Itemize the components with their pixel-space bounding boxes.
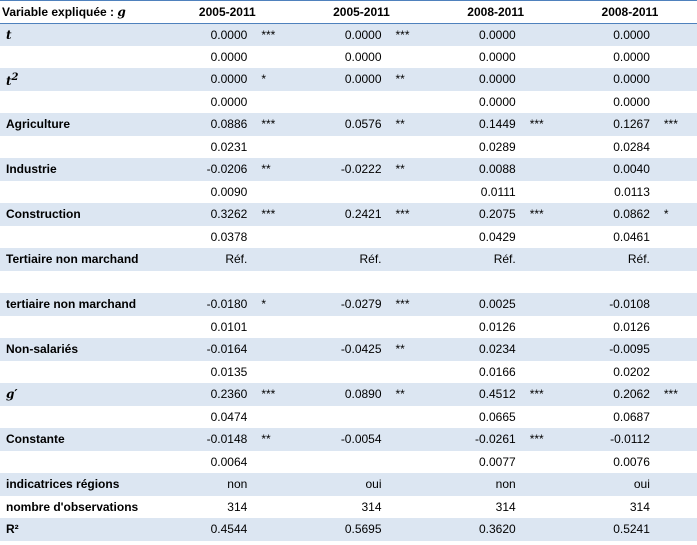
significance-stars xyxy=(255,271,294,294)
coefficient-cell: 0.0231 xyxy=(160,136,255,159)
header-col-4: 2008-2011 xyxy=(563,1,697,24)
significance-stars xyxy=(524,406,563,429)
significance-stars xyxy=(390,46,429,69)
coefficient-cell: 0.0000 xyxy=(563,68,658,91)
row-label xyxy=(0,451,160,474)
row-label xyxy=(0,136,160,159)
significance-stars xyxy=(390,428,429,451)
significance-stars xyxy=(390,226,429,249)
coefficient-cell: oui xyxy=(294,473,389,496)
coefficient-cell: 314 xyxy=(294,496,389,519)
table-row xyxy=(0,496,697,519)
table-row xyxy=(0,293,697,316)
coefficient-cell: 0.0025 xyxy=(429,293,524,316)
coefficient-cell: 0.0040 xyxy=(563,158,658,181)
coefficient-cell: 0.0000 xyxy=(160,91,255,114)
coefficient-cell: 0.0064 xyxy=(160,451,255,474)
significance-stars: ** xyxy=(390,158,429,181)
coefficient-cell: 0.0000 xyxy=(429,91,524,114)
coefficient-cell: 0.0890 xyxy=(294,383,389,406)
coefficient-cell: 0.0000 xyxy=(429,68,524,91)
coefficient-cell: -0.0206 xyxy=(160,158,255,181)
coefficient-cell: -0.0054 xyxy=(294,428,389,451)
significance-stars xyxy=(390,271,429,294)
coefficient-cell: -0.0279 xyxy=(294,293,389,316)
significance-stars xyxy=(255,338,294,361)
row-label xyxy=(0,406,160,429)
significance-stars: *** xyxy=(524,113,563,136)
significance-stars xyxy=(524,68,563,91)
row-label-symbol: g′ xyxy=(6,387,18,402)
coefficient-cell: -0.0222 xyxy=(294,158,389,181)
significance-stars xyxy=(524,46,563,69)
coefficient-cell: 0.0135 xyxy=(160,361,255,384)
significance-stars xyxy=(658,226,697,249)
coefficient-cell: 0.2360 xyxy=(160,383,255,406)
coefficient-cell: 0.0576 xyxy=(294,113,389,136)
significance-stars xyxy=(658,23,697,46)
significance-stars: *** xyxy=(255,113,294,136)
row-label: tertiaire non marchand xyxy=(0,293,160,316)
coefficient-cell: 0.0000 xyxy=(563,91,658,114)
significance-stars xyxy=(524,293,563,316)
significance-stars xyxy=(524,316,563,339)
significance-stars xyxy=(255,91,294,114)
coefficient-cell: 314 xyxy=(563,496,658,519)
coefficient-cell: -0.0095 xyxy=(563,338,658,361)
coefficient-cell xyxy=(294,361,389,384)
significance-stars xyxy=(390,91,429,114)
row-label xyxy=(0,91,160,114)
coefficient-cell: 0.0429 xyxy=(429,226,524,249)
significance-stars xyxy=(524,496,563,519)
coefficient-cell: 0.5695 xyxy=(294,518,389,541)
coefficient-cell: 0.0113 xyxy=(563,181,658,204)
coefficient-cell: -0.0180 xyxy=(160,293,255,316)
coefficient-cell: 0.3620 xyxy=(429,518,524,541)
significance-stars xyxy=(524,226,563,249)
coefficient-cell: 0.0000 xyxy=(160,46,255,69)
row-label xyxy=(0,23,160,46)
coefficient-cell xyxy=(294,451,389,474)
table-row xyxy=(0,451,697,474)
significance-stars: *** xyxy=(255,203,294,226)
coefficient-cell: 0.2062 xyxy=(563,383,658,406)
significance-stars xyxy=(255,518,294,541)
header-col-3: 2008-2011 xyxy=(429,1,563,24)
significance-stars: * xyxy=(255,293,294,316)
coefficient-cell: 0.0284 xyxy=(563,136,658,159)
significance-stars xyxy=(658,136,697,159)
coefficient-cell: 0.0000 xyxy=(563,46,658,69)
header-label-prefix: Variable expliquée : xyxy=(2,4,118,19)
row-label: Constante xyxy=(0,428,160,451)
coefficient-cell: 0.0886 xyxy=(160,113,255,136)
significance-stars xyxy=(255,181,294,204)
table-row xyxy=(0,338,697,361)
table-row xyxy=(0,271,697,294)
significance-stars xyxy=(658,338,697,361)
coefficient-cell: 0.0461 xyxy=(563,226,658,249)
row-label: Industrie xyxy=(0,158,160,181)
coefficient-cell xyxy=(294,136,389,159)
significance-stars xyxy=(390,248,429,271)
row-label-exponent: 2 xyxy=(11,71,19,83)
significance-stars xyxy=(390,181,429,204)
significance-stars xyxy=(524,23,563,46)
coefficient-cell: 0.0289 xyxy=(429,136,524,159)
table-row xyxy=(0,113,697,136)
row-label xyxy=(0,271,160,294)
coefficient-cell: 0.0076 xyxy=(563,451,658,474)
significance-stars xyxy=(524,248,563,271)
header-col-2: 2005-2011 xyxy=(294,1,428,24)
significance-stars xyxy=(658,451,697,474)
significance-stars xyxy=(658,293,697,316)
row-label: Tertiaire non marchand xyxy=(0,248,160,271)
coefficient-cell: -0.0425 xyxy=(294,338,389,361)
row-label-symbol: t xyxy=(6,27,12,42)
coefficient-cell: 0.0665 xyxy=(429,406,524,429)
significance-stars: *** xyxy=(524,203,563,226)
coefficient-cell: 314 xyxy=(160,496,255,519)
table-row xyxy=(0,136,697,159)
significance-stars: *** xyxy=(255,23,294,46)
significance-stars xyxy=(658,316,697,339)
coefficient-cell xyxy=(294,316,389,339)
row-label: nombre d'observations xyxy=(0,496,160,519)
significance-stars: ** xyxy=(390,338,429,361)
significance-stars xyxy=(658,248,697,271)
significance-stars xyxy=(524,518,563,541)
significance-stars xyxy=(255,136,294,159)
significance-stars xyxy=(390,361,429,384)
significance-stars: ** xyxy=(390,68,429,91)
coefficient-cell: 0.0077 xyxy=(429,451,524,474)
table-row xyxy=(0,428,697,451)
coefficient-cell xyxy=(294,226,389,249)
coefficient-cell: 0.0126 xyxy=(563,316,658,339)
significance-stars xyxy=(524,91,563,114)
table-row xyxy=(0,406,697,429)
significance-stars xyxy=(524,361,563,384)
coefficient-cell: Réf. xyxy=(294,248,389,271)
coefficient-cell: -0.0164 xyxy=(160,338,255,361)
significance-stars: *** xyxy=(658,113,697,136)
coefficient-cell: 0.0101 xyxy=(160,316,255,339)
significance-stars xyxy=(658,271,697,294)
significance-stars xyxy=(390,473,429,496)
significance-stars xyxy=(658,46,697,69)
significance-stars xyxy=(658,518,697,541)
coefficient-cell: 0.0000 xyxy=(160,68,255,91)
coefficient-cell: oui xyxy=(563,473,658,496)
significance-stars xyxy=(658,158,697,181)
table-row xyxy=(0,226,697,249)
coefficient-cell xyxy=(294,406,389,429)
row-label: Non-salariés xyxy=(0,338,160,361)
significance-stars: *** xyxy=(524,428,563,451)
coefficient-cell: 0.0000 xyxy=(294,68,389,91)
coefficient-cell: 0.4512 xyxy=(429,383,524,406)
header-col-1: 2005-2011 xyxy=(160,1,294,24)
coefficient-cell: 0.1449 xyxy=(429,113,524,136)
significance-stars: * xyxy=(658,203,697,226)
significance-stars: *** xyxy=(390,23,429,46)
significance-stars xyxy=(390,406,429,429)
coefficient-cell: 314 xyxy=(429,496,524,519)
table-row xyxy=(0,473,697,496)
table-row xyxy=(0,518,697,541)
coefficient-cell: 0.3262 xyxy=(160,203,255,226)
significance-stars: *** xyxy=(658,383,697,406)
coefficient-cell: -0.0261 xyxy=(429,428,524,451)
coefficient-cell xyxy=(563,271,658,294)
significance-stars: ** xyxy=(255,158,294,181)
significance-stars xyxy=(524,271,563,294)
significance-stars xyxy=(255,46,294,69)
significance-stars xyxy=(658,496,697,519)
significance-stars xyxy=(255,361,294,384)
significance-stars xyxy=(658,406,697,429)
significance-stars xyxy=(524,451,563,474)
coefficient-cell: 0.5241 xyxy=(563,518,658,541)
coefficient-cell: Réf. xyxy=(563,248,658,271)
coefficient-cell: 0.2075 xyxy=(429,203,524,226)
row-label: Agriculture xyxy=(0,113,160,136)
table-row xyxy=(0,158,697,181)
significance-stars xyxy=(255,316,294,339)
significance-stars xyxy=(390,518,429,541)
significance-stars: *** xyxy=(390,293,429,316)
coefficient-cell: -0.0108 xyxy=(563,293,658,316)
significance-stars xyxy=(658,181,697,204)
coefficient-cell: -0.0112 xyxy=(563,428,658,451)
significance-stars xyxy=(524,473,563,496)
significance-stars xyxy=(524,136,563,159)
table-row xyxy=(0,23,697,46)
coefficient-cell: 0.0126 xyxy=(429,316,524,339)
coefficient-cell: non xyxy=(429,473,524,496)
row-label: Construction xyxy=(0,203,160,226)
table-row xyxy=(0,316,697,339)
significance-stars xyxy=(255,248,294,271)
significance-stars xyxy=(255,451,294,474)
coefficient-cell: 0.0687 xyxy=(563,406,658,429)
row-label xyxy=(0,226,160,249)
coefficient-cell xyxy=(429,271,524,294)
coefficient-cell: 0.0000 xyxy=(294,46,389,69)
table-row xyxy=(0,203,697,226)
significance-stars xyxy=(255,406,294,429)
row-label xyxy=(0,181,160,204)
significance-stars xyxy=(390,496,429,519)
significance-stars: * xyxy=(255,68,294,91)
significance-stars: *** xyxy=(255,383,294,406)
coefficient-cell: 0.2421 xyxy=(294,203,389,226)
coefficient-cell: 0.0378 xyxy=(160,226,255,249)
significance-stars xyxy=(658,68,697,91)
row-label xyxy=(0,383,160,406)
significance-stars xyxy=(658,473,697,496)
table-row xyxy=(0,361,697,384)
coefficient-cell: 0.0474 xyxy=(160,406,255,429)
significance-stars xyxy=(658,428,697,451)
significance-stars: *** xyxy=(524,383,563,406)
significance-stars xyxy=(255,226,294,249)
row-label xyxy=(0,46,160,69)
header-dependent-variable xyxy=(0,1,160,24)
coefficient-cell: 0.0000 xyxy=(294,23,389,46)
coefficient-cell: non xyxy=(160,473,255,496)
table-row xyxy=(0,181,697,204)
coefficient-cell: -0.0148 xyxy=(160,428,255,451)
significance-stars: ** xyxy=(390,383,429,406)
significance-stars xyxy=(524,338,563,361)
row-label: indicatrices régions xyxy=(0,473,160,496)
significance-stars xyxy=(658,91,697,114)
table-row xyxy=(0,46,697,69)
coefficient-cell: 0.0000 xyxy=(160,23,255,46)
significance-stars xyxy=(390,136,429,159)
coefficient-cell xyxy=(294,181,389,204)
significance-stars xyxy=(255,473,294,496)
coefficient-cell: 0.0234 xyxy=(429,338,524,361)
coefficient-cell: 0.0166 xyxy=(429,361,524,384)
table-row xyxy=(0,91,697,114)
coefficient-cell: Réf. xyxy=(429,248,524,271)
coefficient-cell xyxy=(294,271,389,294)
significance-stars: ** xyxy=(255,428,294,451)
row-label xyxy=(0,316,160,339)
header-variable-symbol: g xyxy=(117,4,126,19)
significance-stars xyxy=(255,496,294,519)
table-header-row xyxy=(0,1,697,24)
coefficient-cell: 0.0000 xyxy=(429,46,524,69)
significance-stars xyxy=(390,316,429,339)
significance-stars xyxy=(524,181,563,204)
coefficient-cell: 0.0090 xyxy=(160,181,255,204)
row-label xyxy=(0,68,160,91)
row-label: R² xyxy=(0,518,160,541)
significance-stars xyxy=(524,158,563,181)
coefficient-cell xyxy=(294,91,389,114)
coefficient-cell xyxy=(160,271,255,294)
row-label xyxy=(0,361,160,384)
coefficient-cell: 0.0000 xyxy=(563,23,658,46)
table-row xyxy=(0,68,697,91)
coefficient-cell: 0.0862 xyxy=(563,203,658,226)
significance-stars: *** xyxy=(390,203,429,226)
coefficient-cell: 0.0111 xyxy=(429,181,524,204)
significance-stars xyxy=(390,451,429,474)
significance-stars: ** xyxy=(390,113,429,136)
significance-stars xyxy=(658,361,697,384)
coefficient-cell: Réf. xyxy=(160,248,255,271)
coefficient-cell: 0.0202 xyxy=(563,361,658,384)
table-body xyxy=(0,23,697,541)
coefficient-cell: 0.4544 xyxy=(160,518,255,541)
table-row xyxy=(0,248,697,271)
coefficient-cell: 0.0088 xyxy=(429,158,524,181)
coefficient-cell: 0.1267 xyxy=(563,113,658,136)
row-label-symbol: t xyxy=(6,73,12,88)
table-row xyxy=(0,383,697,406)
coefficient-cell: 0.0000 xyxy=(429,23,524,46)
